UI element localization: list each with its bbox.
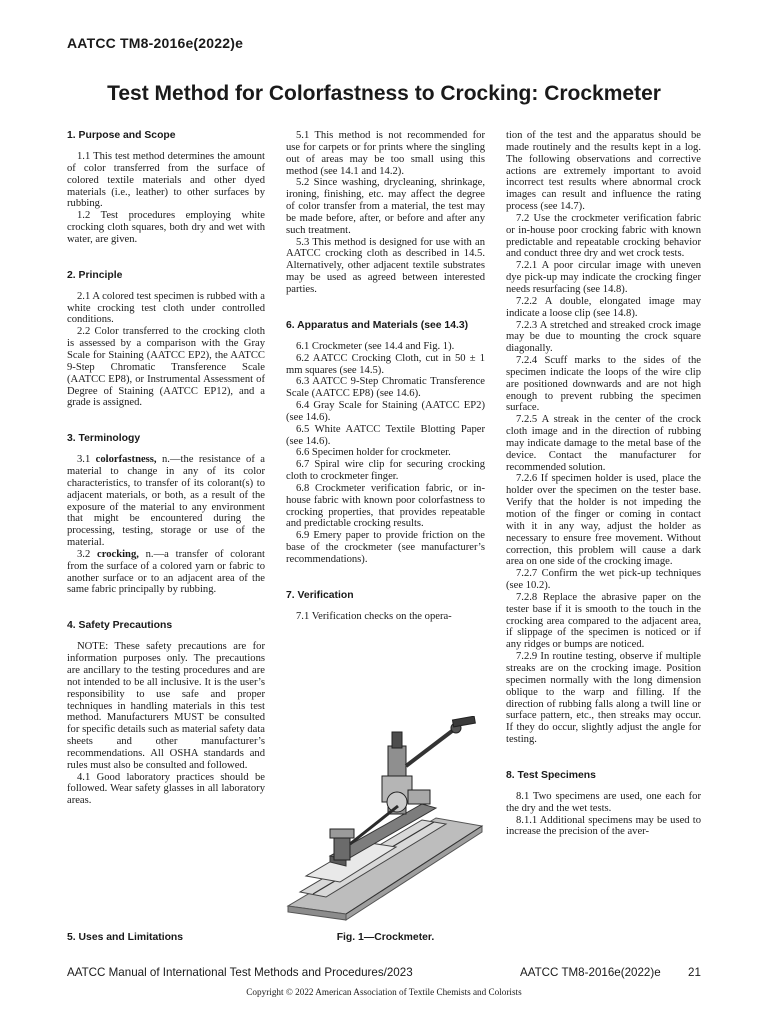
paragraph-6-8: 6.8 Crockmeter verification fabric, or in-house fabric with known poor colorfastness to crocking properties, that provides repeatable and predictable crocking results. [286,482,485,530]
section-heading-principle: 2. Principle [67,269,123,281]
paragraph-7-2-7: 7.2.7 Confirm the wet pick-up techniques (see 10.2). [506,568,701,592]
paragraph-7-2-5: 7.2.5 A streak in the center of the crock cloth image and in the direction of rubbing may indicate damage to the metal base of the device. Contact the manufacturer for recommended solution. [506,414,701,473]
paragraph-4-note: NOTE: These safety precautions are for information purposes only. The precautions are ancillary to the testing procedures and are not intended to be all inclusive. It is the user’s responsibility to use safe and proper techniques in handling materials in this test method. Manufacturers MUST be consulted for specific details such as material safety data sheets and other manufacturer’s recommendations. All OSHA standards and rules must also be consulted and followed. [67,641,265,771]
column-2 [286,130,485,623]
paragraph-6-6: 6.6 Specimen holder for crockmeter. [296,447,451,459]
paragraph-7-1: 7.1 Verification checks on the opera- [296,610,452,622]
term-crocking: crocking, [97,548,139,560]
paragraph-6-5: 6.5 White AATCC Textile Blotting Paper (see 14.6). [286,423,485,447]
paragraph-7-2-8: 7.2.8 Replace the abrasive paper on the tester base if it is smooth to the touch in the crocking area compared to the adjacent area, if slippage of the specimen is noticed or if any ridges or bumps are noticed. [506,591,701,651]
paragraph-6-7: 6.7 Spiral wire clip for securing crocking cloth to crockmeter finger. [286,459,485,483]
paragraph-6-9: 6.9 Emery paper to provide friction on the base of the crockmeter (see manufacturer’s recommendations). [286,530,485,565]
section-heading-safety: 4. Safety Precautions [67,620,173,632]
crockmeter-illustration [286,716,485,921]
crockmeter-figure [286,716,485,921]
term-colorfastness: colorfastness, [95,454,157,466]
figure-caption: Fig. 1—Crockmeter. [336,932,435,943]
paragraph-7-2-4: 7.2.4 Scuff marks to the sides of the specimen indicate the loops of the wire clip are positioned downwards and are not high enough to prevent rubbing the specimen surface. [506,355,701,414]
paragraph-7-2-3: 7.2.3 A stretched and streaked crock image may be due to mounting the crock square diagonally. [506,319,701,355]
paragraph-7-2-6: 7.2.6 If specimen holder is used, place the holder over the specimen on the tester base. Verify that the holder is not impeding the motion of the finger or coming in contact with it in any way, adjust the holder as necessary to ensure free movement. Without correction, this problem will cause a dark area on one side of the crocking image. [506,473,701,568]
document-code-header: AATCC TM8-2016e(2022)e [67,35,244,51]
paragraph-6-2: 6.2 AATCC Crocking Cloth, cut in 50 ± 1 mm squares (see 14.5). [286,352,485,376]
paragraph-7-1-continued: tion of the test and the apparatus should be made routinely and the results kept in a log. The following observations and corrective actions are extremely important to avoid incorrect test results where abnormal crock images can result and influence the rating process (see 14.7). [506,130,701,213]
column-3 [506,130,701,838]
copyright-notice: Copyright © 2022 American Association of Textile Chemists and Colorists [246,987,522,997]
page-title: Test Method for Colorfastness to Crocking: Crockmeter [107,82,661,105]
paragraph-7-2-2: 7.2.2 A double, elongated image may indicate a loose clip (see 14.8). [506,295,701,319]
page-number: 21 [688,966,701,979]
paragraph-7-2: 7.2 Use the crockmeter verification fabric or in-house poor crocking fabric with known predictable and repeatable crocking behavior and conduct three dry and wet crock tests. [506,212,701,260]
paragraph-2-2: 2.2 Color transferred to the crocking cloth is assessed by a comparison with the Gray Scale for Staining (AATCC EP2), the AATCC 9-Step Chromatic Transference Scale (AATCC EP8), or Instrumental Assessment of Degree of Staining (AATCC EP12), and a grade is assigned. [67,326,265,409]
paragraph-6-3: 6.3 AATCC 9-Step Chromatic Transference Scale (AATCC EP8) (see 14.6). [286,376,485,400]
paragraph-4-1: 4.1 Good laboratory practices should be followed. Wear safety glasses in all laboratory areas. [67,771,265,807]
section-heading-terminology: 3. Terminology [67,433,141,445]
paragraph-5-2: 5.2 Since washing, drycleaning, shrinkage, ironing, finishing, etc. may affect the degree of color transfer from a material, the test may be made before, after, or before and after any such treatment. [286,177,485,236]
section-heading-purpose: 1. Purpose and Scope [67,130,176,141]
paragraph-5-1: 5.1 This method is not recommended for use for carpets or for prints where the singling out of areas may be too small using this method (see 14.1 and 14.2). [286,130,485,177]
footer-document-code: AATCC TM8-2016e(2022)e [520,966,661,979]
section-heading-uses: 5. Uses and Limitations [67,932,184,943]
footer-manual-title: AATCC Manual of International Test Methods and Procedures/2023 [67,966,413,979]
section-heading-test-specimens: 8. Test Specimens [506,769,596,781]
paragraph-1-1: 1.1 This test method determines the amount of color transferred from the surface of colored textile materials and other dyed materials (i.e., leather) to other surfaces by rubbing. [67,151,265,210]
paragraph-6-4: 6.4 Gray Scale for Staining (AATCC EP2) (see 14.6). [286,400,485,423]
column-1 [67,130,265,807]
paragraph-6-1: 6.1 Crockmeter (see 14.4 and Fig. 1). [296,340,455,352]
paragraph-8-1: 8.1 Two specimens are used, one each for the dry and the wet tests. [506,790,701,814]
paragraph-5-3: 5.3 This method is designed for use with an AATCC crocking cloth as described in 14.5. Alternatively, other adjacent textile substrates may be used as agreed between interested parties. [286,236,485,295]
paragraph-8-1-1: 8.1.1 Additional specimens may be used to increase the precision of the aver- [506,814,701,838]
section-heading-apparatus: 6. Apparatus and Materials (see 14.3) [286,319,469,331]
paragraph-2-1: 2.1 A colored test specimen is rubbed with a white crocking test cloth under controlled conditions. [67,290,265,326]
section-heading-verification: 7. Verification [286,589,354,601]
paragraph-7-2-9: 7.2.9 In routine testing, observe if multiple streaks are on the crocking image. Position specimen normally with the long dimension oblique to the warp and filling. If the direction of rubbing falls along a twill line or surface pattern, etc., then streaks may occur. If they do occur, slightly adjust the angle for testing. [506,651,701,746]
paragraph-1-2: 1.2 Test procedures employing white crocking cloth squares, both dry and wet with water, are given. [67,210,265,245]
paragraph-3-1: 3.1 colorfastness, n.—the resistance of a material to change in any of its color characteristics, to transfer of its colorant(s) to adjacent materials, or both, as a result of the exposure of the material to any environment that might be encountered during the processing, testing, storage or use of the material. [67,454,265,549]
paragraph-7-2-1: 7.2.1 A poor circular image with uneven dye pick-up may indicate the crocking finger needs resurfacing (see 14.8). [506,260,701,295]
paragraph-3-2: 3.2 crocking, n.—a transfer of colorant from the surface of a colored yarn or fabric to another surface or to an adjacent area of the same fabric principally by rubbing. [67,548,265,596]
